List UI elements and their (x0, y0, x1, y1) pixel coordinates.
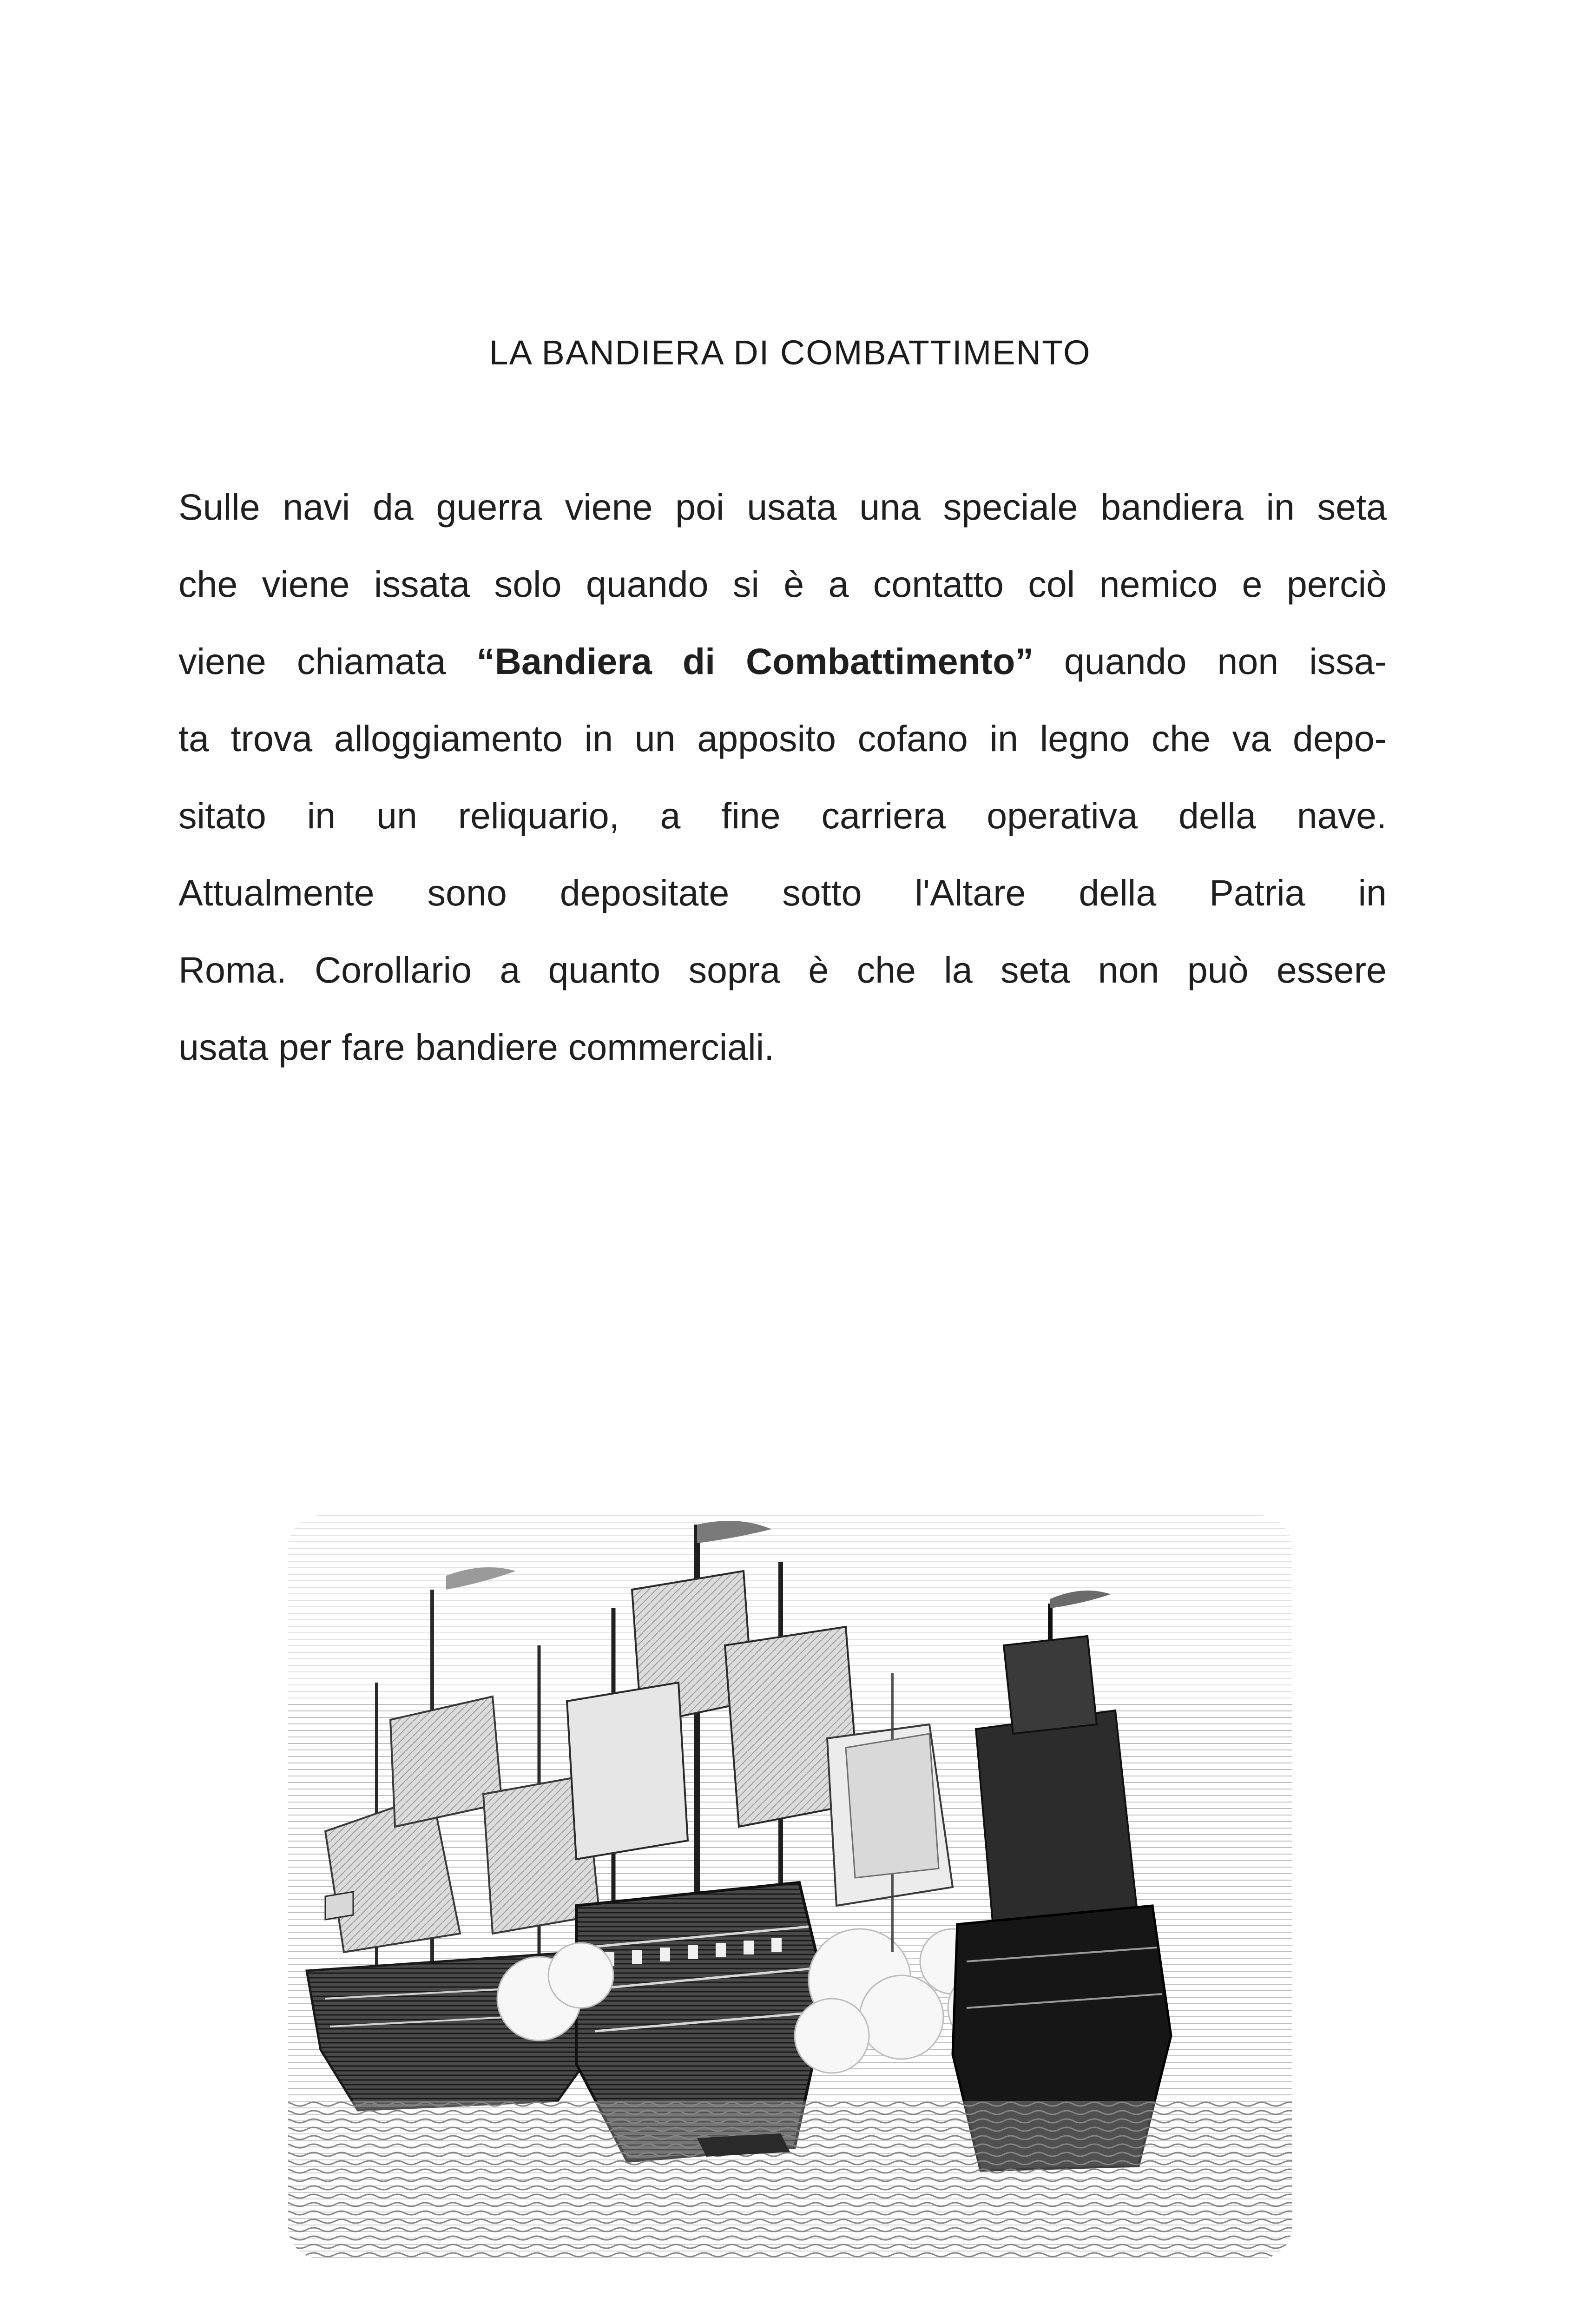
emphasized-term: “Bandiera di Combattimento” (476, 640, 1034, 682)
body-paragraph (178, 469, 1387, 1086)
text-line (178, 623, 1387, 700)
text-line-part: quando non issa- (1033, 640, 1387, 682)
sailing-ships-battle-engraving-icon (279, 1506, 1301, 2268)
text-line: usata per fare bandiere commerciali. (178, 1026, 775, 1068)
text-line: che viene issata solo quando si è a contatto col nemico e perciò (178, 563, 1387, 605)
text-line: Sulle navi da guerra viene poi usata una speciale bandiera in seta (178, 486, 1387, 528)
text-line: sitato in un reliquario, a fine carriera operativa della nave. (178, 795, 1387, 836)
text-line: ta trova alloggiamento in un apposito cofano in legno che va depo- (178, 718, 1387, 759)
text-line: Roma. Corollario a quanto sopra è che la seta non può essere (178, 949, 1387, 990)
text-line: Attualmente sono depositate sotto l'Altare della Patria in (178, 872, 1387, 913)
text-line-part: viene chiamata (178, 640, 477, 682)
page-title: LA BANDIERA DI COMBATTIMENTO (489, 333, 1091, 372)
